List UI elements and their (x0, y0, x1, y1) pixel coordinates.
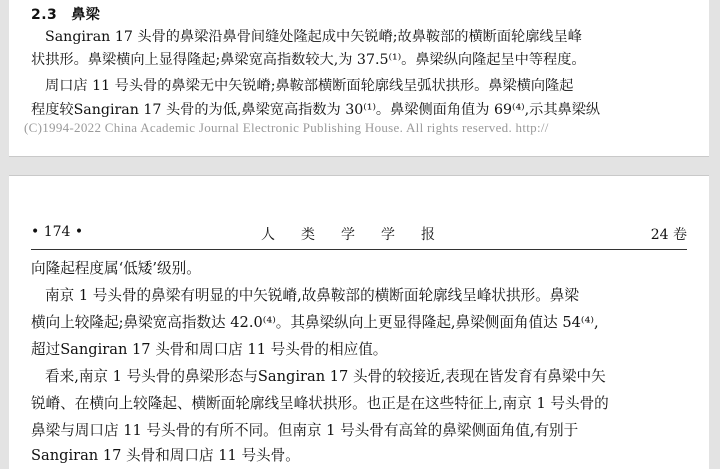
section-number: 2.3 (31, 7, 58, 23)
page-bottom (9, 175, 709, 469)
copyright-watermark: (C)1994-2022 China Academic Journal Electronic Publishing House. All rights reserved. http:// (24, 120, 549, 135)
header-rule (31, 249, 687, 250)
section-title: 鼻梁 (71, 7, 101, 23)
paragraph-line: 向隆起程度属‘低矮’级别。 (31, 260, 201, 277)
paragraph-line: 状拱形。鼻梁横向上显得隆起;鼻梁宽高指数较大,为 37.5⁽¹⁾。鼻梁纵向隆起呈中等程度。 (31, 52, 586, 68)
running-header (31, 224, 687, 244)
paragraph-line: 超过Sangiran 17 头骨和周口店 11 号头骨的相应值。 (31, 341, 388, 358)
paragraph-line: 看来,南京 1 号头骨的鼻梁形态与Sangiran 17 头骨的较接近,表现在皆发育有鼻梁中矢 (45, 368, 606, 385)
paragraph-line: 南京 1 号头骨的鼻梁有明显的中矢锐嵴,故鼻鞍部的横断面轮廓线呈峰状拱形。鼻梁 (45, 287, 579, 304)
page-top (9, 0, 709, 157)
paragraph-line: 鼻梁与周口店 11 号头骨的有所不同。但南京 1 号头骨有高耸的鼻梁侧面角值,有别于 (31, 422, 579, 439)
paragraph-line: 锐嵴、在横向上较隆起、横断面轮廓线呈峰状拱形。也正是在这些特征上,南京 1 号头骨的 (31, 395, 609, 412)
paragraph-line: 周口店 11 号头骨的鼻梁无中矢锐嵴;鼻鞍部横断面轮廓线呈弧状拱形。鼻梁横向隆起 (45, 78, 574, 94)
paragraph-line: 横向上较隆起;鼻梁宽高指数达 42.0⁽⁴⁾。其鼻梁纵向上更显得隆起,鼻梁侧面角值达 54⁽⁴⁾, (31, 314, 599, 331)
paragraph-line: 程度较Sangiran 17 头骨的为低,鼻梁宽高指数为 30⁽¹⁾。鼻梁侧面角值为 69⁽⁴⁾,示其鼻梁纵 (31, 102, 601, 118)
paragraph-line: Sangiran 17 头骨和周口店 11 号头骨。 (31, 447, 300, 464)
page-number: • 174 • (31, 224, 84, 240)
volume-label: 24 卷 (650, 227, 687, 243)
journal-title: 人类学学报 (261, 227, 461, 243)
paragraph-line: Sangiran 17 头骨的鼻梁沿鼻骨间缝处隆起成中矢锐嵴;故鼻鞍部的横断面轮廓线呈峰 (45, 29, 582, 45)
section-heading (31, 4, 114, 24)
